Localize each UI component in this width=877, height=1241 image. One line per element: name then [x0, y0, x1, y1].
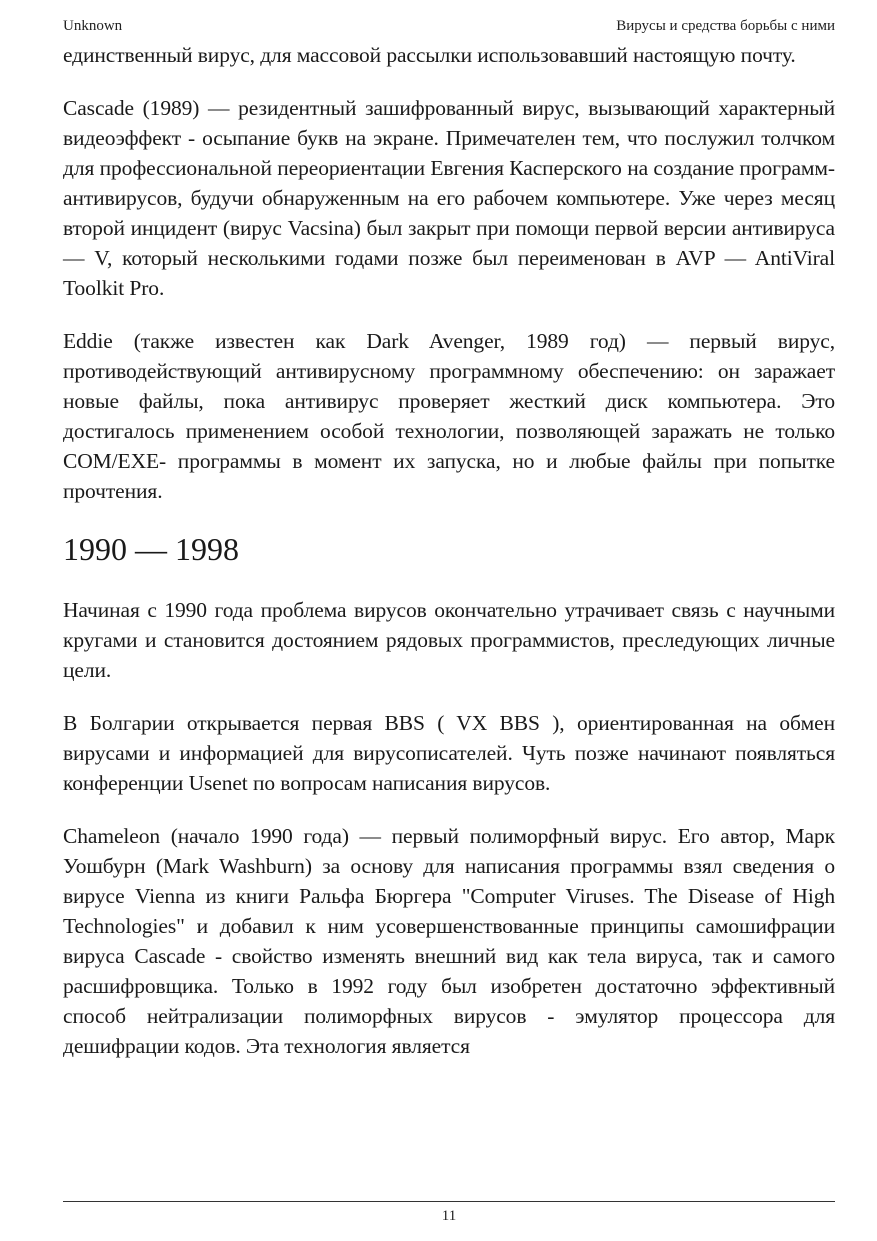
header-author: Unknown	[63, 18, 123, 34]
paragraph-cascade: Cascade (1989) — резидентный зашифрованный вирус, вызывающий характерный видеоэффект - осыпание букв на экране. Примечателен тем, что послужил толчком для профессиональной переориентации Евгения Касперского на создание программ-антивирусов, будучи обнаруженным на его рабочем компьютере. Уже через месяц второй инцидент (вирус Vacsina) был закрыт при помощи первой версии антивируса — V, который несколькими годами позже был переименован в AVP — AntiViral Toolkit Pro.	[63, 96, 835, 300]
paragraph-bulgaria-bbs: В Болгарии открывается первая BBS ( VX BBS ), ориентированная на обмен вирусами и информацией для вирусописателей. Чуть позже начинают появляться конференции Usenet по вопросам написания вирусов.	[63, 711, 835, 795]
running-header	[63, 16, 835, 36]
page-body	[63, 40, 835, 1084]
footer-divider	[63, 1201, 835, 1202]
paragraph-eddie: Eddie (также известен как Dark Avenger, 1989 год) — первый вирус, противодействующий антивирусному программному обеспечению: он заражает новые файлы, пока антивирус проверяет жесткий диск компьютера. Это достигалось применением особой технологии, позволяющей заражать не только COM/EXE- программы в момент их запуска, но и любые файлы при попытке прочтения.	[63, 329, 835, 503]
section-heading: 1990 — 1998	[63, 531, 239, 567]
paragraph-1990-intro: Начиная с 1990 года проблема вирусов окончательно утрачивает связь с научными кругами и становится достоянием рядовых программистов, преследующих личные цели.	[63, 598, 835, 682]
paragraph-continuation: единственный вирус, для массовой рассылки использовавший настоящую почту.	[63, 43, 796, 67]
document-page	[63, 0, 835, 1241]
header-title: Вирусы и средства борьбы с ними	[616, 18, 835, 34]
paragraph-chameleon: Chameleon (начало 1990 года) — первый полиморфный вирус. Его автор, Марк Уошбурн (Mark Washburn) за основу для написания программы взял сведения о вирусе Vienna из книги Ральфа Бюргера "Computer Viruses. The Disease of High Technologies" и добавил к ним усовершенствованные принципы самошифрации вируса Cascade - свойство изменять внешний вид как тела вируса, так и самого расшифровщика. Только в 1992 году был изобретен достаточно эффективный способ нейтрализации полиморфных вирусов - эмулятор процессора для дешифрации кодов. Эта технология является	[63, 824, 835, 1058]
page-number: 11	[441, 1208, 457, 1224]
